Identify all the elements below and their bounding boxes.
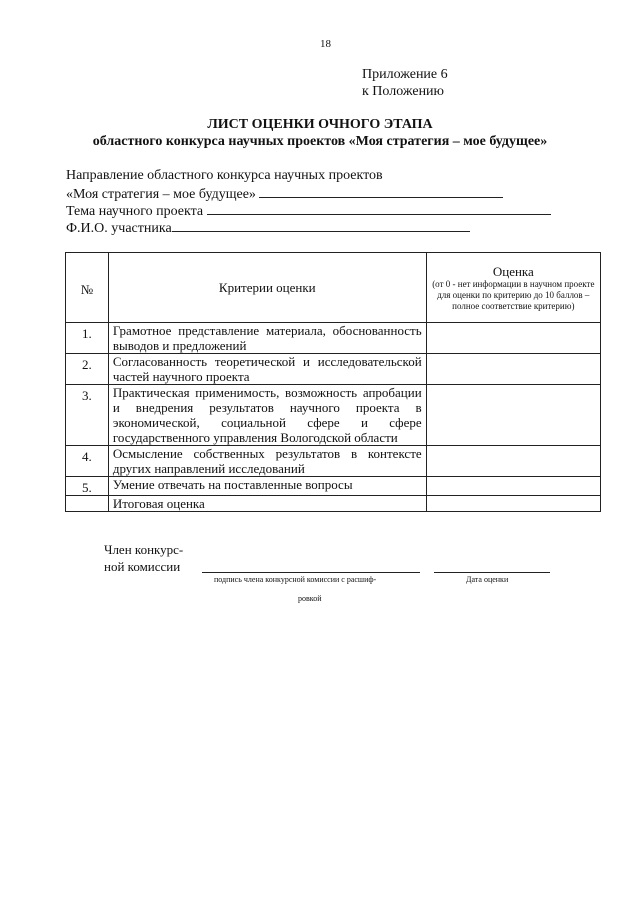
row-criterion: Осмысление собственных результатов в контексте других направлений исследований: [108, 446, 426, 477]
direction-label: Направление областного конкурса научных проектов: [66, 168, 383, 183]
appendix-reference: [362, 66, 448, 100]
document-subtitle: областного конкурса научных проектов «Моя стратегия – мое будущее»: [92, 134, 548, 149]
participant-blank-line: [172, 218, 470, 232]
page-number: 18: [320, 38, 331, 50]
participant-label: Ф.И.О. участника: [66, 221, 172, 236]
table-row: [66, 385, 601, 446]
appendix-line-1: Приложение 6: [362, 67, 448, 82]
signature-caption-continued: ровкой: [298, 594, 322, 603]
signature-line: [202, 572, 420, 573]
row-score-cell: [426, 323, 600, 354]
table-row: [66, 477, 601, 496]
direction-value: «Моя стратегия – мое будущее»: [66, 187, 256, 202]
total-number-cell: [66, 496, 109, 512]
direction-blank-line: [259, 184, 503, 198]
score-note: (от 0 - нет информации в научном проекте для оценки по критерию до 10 баллов – полное соответствие критерию): [432, 278, 595, 311]
signature-caption: подпись члена конкурсной комиссии с расшиф-: [214, 575, 377, 584]
row-score-cell: [426, 385, 600, 446]
row-score-cell: [426, 354, 600, 385]
topic-blank-line: [207, 201, 551, 215]
appendix-line-2: к Положению: [362, 84, 445, 99]
table-header-row: [66, 253, 601, 323]
topic-label: Тема научного проекта: [66, 204, 204, 219]
table-row: [66, 323, 601, 354]
commission-member-label: [104, 541, 183, 575]
row-score-cell: [426, 477, 600, 496]
row-score-cell: [426, 446, 600, 477]
table-total-row: [66, 496, 601, 512]
row-criterion: Практическая применимость, возможность апробации и внедрения результатов научного проекта в экономической, социальной сфере и сфере государственного управления Вологодской области: [108, 385, 426, 446]
row-criterion: Грамотное представление материала, обоснованность выводов и предложений: [108, 323, 426, 354]
header-criteria: Критерии оценки: [108, 253, 426, 323]
row-criterion: Умение отвечать на поставленные вопросы: [108, 477, 426, 496]
row-number: 1.: [66, 323, 109, 354]
total-score-cell: [426, 496, 600, 512]
member-line-2: ной комиссии: [104, 559, 181, 574]
header-score: [426, 253, 600, 323]
row-number: 5.: [66, 477, 109, 496]
total-label: Итоговая оценка: [108, 496, 426, 512]
table-row: [66, 354, 601, 385]
date-line: [434, 572, 550, 573]
row-criterion: Согласованность теоретической и исследовательской частей научного проекта: [108, 354, 426, 385]
participant-field: [66, 218, 470, 237]
score-title: Оценка: [492, 263, 534, 279]
document-title: ЛИСТ ОЦЕНКИ ОЧНОГО ЭТАПА: [207, 117, 433, 132]
row-number: 4.: [66, 446, 109, 477]
table-row: [66, 446, 601, 477]
row-number: 3.: [66, 385, 109, 446]
date-caption: Дата оценки: [466, 575, 509, 584]
member-line-1: Член конкурс-: [104, 542, 184, 557]
row-number: 2.: [66, 354, 109, 385]
header-number: №: [66, 253, 109, 323]
criteria-table: [65, 252, 601, 512]
